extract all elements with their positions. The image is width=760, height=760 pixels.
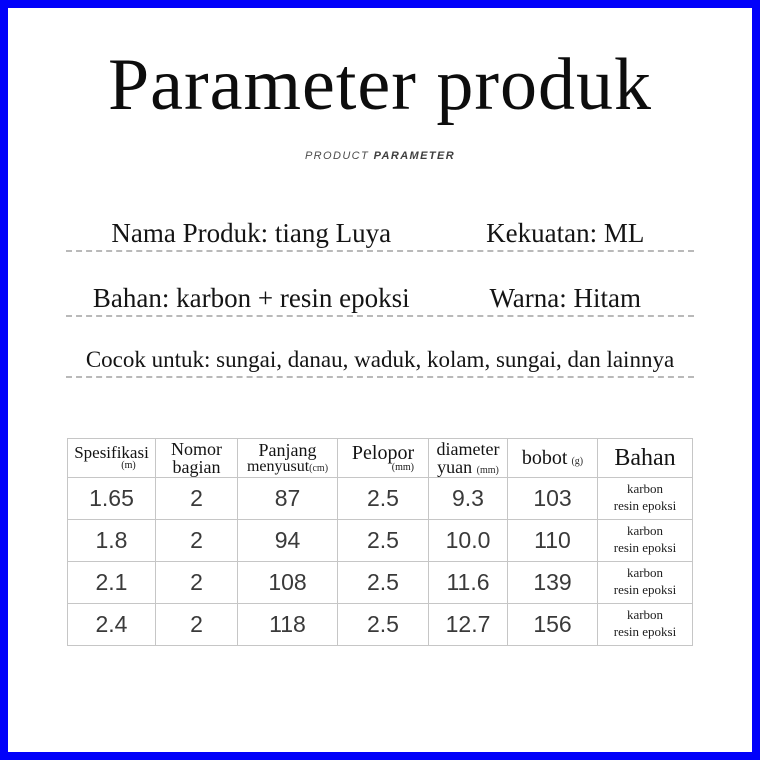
cell-pelopor: 2.5 bbox=[338, 519, 429, 561]
subtitle-light-text: PRODUCT bbox=[304, 149, 374, 162]
header-cell-pelopor bbox=[338, 438, 429, 477]
subtitle-bold-text: PARAMETER bbox=[373, 149, 456, 162]
table-header-row bbox=[68, 438, 693, 477]
header-yuan-line bbox=[429, 458, 507, 476]
bahan-line2: resin epoksi bbox=[613, 498, 677, 514]
cell-bobot: 139 bbox=[508, 561, 598, 603]
cell-spesifikasi: 2.4 bbox=[68, 603, 156, 645]
header-cell-panjang-menyusut bbox=[238, 438, 338, 477]
header-yuan-label: yuan bbox=[437, 456, 473, 477]
cell-bahan bbox=[598, 603, 693, 645]
header-menyusut-unit: (cm) bbox=[309, 462, 329, 474]
page-title: Parameter produk bbox=[107, 44, 653, 126]
product-info-section bbox=[66, 214, 694, 378]
material-text: Bahan: karbon + resin epoksi bbox=[92, 283, 410, 314]
cell-pelopor: 2.5 bbox=[338, 477, 429, 519]
table-row bbox=[68, 477, 693, 519]
bahan-line1: karbon bbox=[626, 607, 664, 623]
header-pelopor-unit: (mm) bbox=[391, 461, 414, 473]
table-row bbox=[68, 519, 693, 561]
suitable-for-text: Cocok untuk: sungai, danau, waduk, kolam, sungai, dan lainnya bbox=[66, 341, 694, 377]
cell-diameter: 9.3 bbox=[429, 477, 508, 519]
header-spesifikasi-label: Spesifikasi bbox=[74, 443, 149, 463]
cell-diameter: 10.0 bbox=[429, 519, 508, 561]
color-text: Warna: Hitam bbox=[489, 283, 642, 314]
cell-bobot: 156 bbox=[508, 603, 598, 645]
header-cell-diameter-yuan bbox=[429, 438, 508, 477]
cell-bahan bbox=[598, 477, 693, 519]
header-bobot-unit: (g) bbox=[571, 455, 584, 467]
bahan-line1: karbon bbox=[626, 523, 664, 539]
cell-panjang: 87 bbox=[238, 477, 338, 519]
table-row bbox=[68, 603, 693, 645]
cell-spesifikasi: 2.1 bbox=[68, 561, 156, 603]
cell-pelopor: 2.5 bbox=[338, 561, 429, 603]
header-menyusut-label: menyusut bbox=[246, 457, 310, 475]
cell-diameter: 11.6 bbox=[429, 561, 508, 603]
header-bagian-label: bagian bbox=[172, 456, 221, 477]
cell-panjang: 94 bbox=[238, 519, 338, 561]
cell-panjang: 118 bbox=[238, 603, 338, 645]
header-cell-bobot bbox=[508, 438, 598, 477]
header-nomor-label: Nomor bbox=[171, 438, 222, 459]
spec-table bbox=[67, 438, 693, 646]
cell-pelopor: 2.5 bbox=[338, 603, 429, 645]
table-row bbox=[68, 561, 693, 603]
header-yuan-unit: (mm) bbox=[476, 464, 499, 476]
page-subtitle bbox=[8, 150, 752, 162]
cell-spesifikasi: 1.65 bbox=[68, 477, 156, 519]
bahan-line2: resin epoksi bbox=[613, 624, 677, 640]
info-row-2 bbox=[66, 279, 694, 317]
cell-spesifikasi: 1.8 bbox=[68, 519, 156, 561]
header-pelopor-label: Pelopor bbox=[351, 441, 415, 464]
header-diameter-label: diameter bbox=[436, 438, 500, 459]
cell-diameter: 12.7 bbox=[429, 603, 508, 645]
header-bobot-label: bobot bbox=[521, 446, 568, 469]
cell-nomor: 2 bbox=[156, 519, 238, 561]
cell-nomor: 2 bbox=[156, 603, 238, 645]
bahan-line2: resin epoksi bbox=[613, 582, 677, 598]
cell-nomor: 2 bbox=[156, 477, 238, 519]
product-name-text: Nama Produk: tiang Luya bbox=[111, 217, 392, 248]
cell-bahan bbox=[598, 561, 693, 603]
bahan-line1: karbon bbox=[626, 481, 664, 497]
header-panjang-label: Panjang bbox=[258, 439, 317, 460]
header-cell-nomor-bagian bbox=[156, 438, 238, 477]
header-cell-bahan bbox=[598, 438, 693, 477]
strength-text: Kekuatan: ML bbox=[486, 217, 645, 248]
bahan-line2: resin epoksi bbox=[613, 540, 677, 556]
cell-bobot: 110 bbox=[508, 519, 598, 561]
header-bahan-label: Bahan bbox=[614, 444, 676, 471]
cell-nomor: 2 bbox=[156, 561, 238, 603]
cell-bahan bbox=[598, 519, 693, 561]
header-spesifikasi-unit: (m) bbox=[121, 460, 136, 472]
bahan-line1: karbon bbox=[626, 565, 664, 581]
cell-bobot: 103 bbox=[508, 477, 598, 519]
cell-panjang: 108 bbox=[238, 561, 338, 603]
header-menyusut-line bbox=[238, 459, 337, 475]
header-cell-spesifikasi bbox=[68, 438, 156, 477]
info-row-1 bbox=[66, 214, 694, 252]
